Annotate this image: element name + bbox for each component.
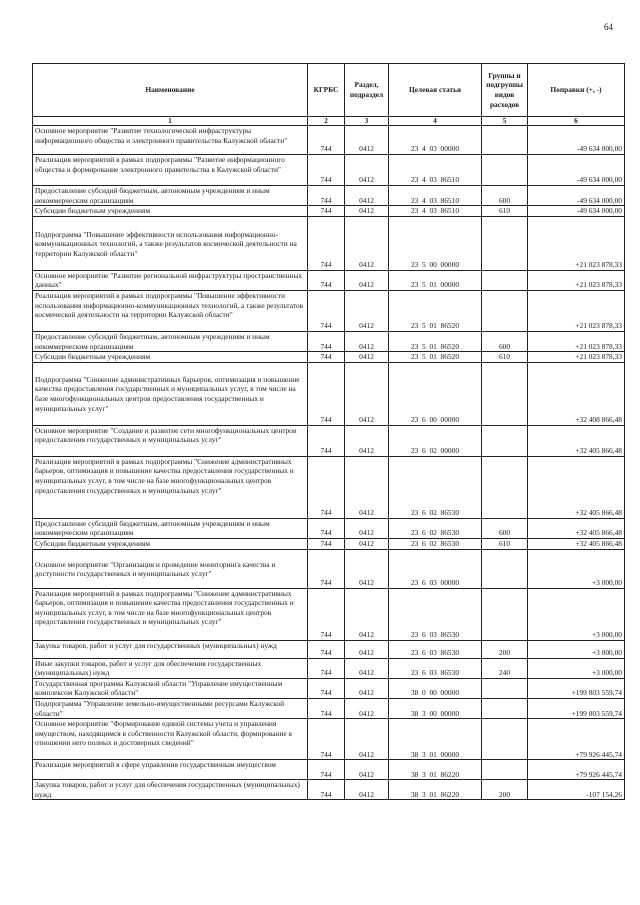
table-row bbox=[33, 549, 625, 588]
row-expense-group bbox=[482, 290, 528, 331]
table-row bbox=[33, 331, 625, 351]
row-amendment-amount: +32 405 866,48 bbox=[528, 518, 625, 538]
row-section: 0412 bbox=[345, 780, 389, 800]
row-target-code: 38 3 01 86220 bbox=[389, 780, 482, 800]
header-group: Группы и подгруппы видов расходов bbox=[482, 64, 528, 117]
row-kgrbs: 744 bbox=[308, 658, 345, 678]
row-kgrbs: 744 bbox=[308, 698, 345, 718]
row-target-code: 23 4 03 86510 bbox=[389, 186, 482, 206]
table-row bbox=[33, 362, 625, 425]
table-row bbox=[33, 186, 625, 206]
row-section: 0412 bbox=[345, 155, 389, 186]
row-target-code: 23 6 02 86530 bbox=[389, 518, 482, 538]
row-expense-group: 610 bbox=[482, 352, 528, 363]
row-expense-group: 200 bbox=[482, 780, 528, 800]
row-amendment-amount: +3 000,00 bbox=[528, 588, 625, 640]
row-target-code: 23 6 03 86530 bbox=[389, 588, 482, 640]
row-section: 0412 bbox=[345, 290, 389, 331]
table-row bbox=[33, 216, 625, 270]
row-target-code: 23 6 02 86530 bbox=[389, 538, 482, 549]
row-expense-group: 200 bbox=[482, 640, 528, 658]
row-kgrbs: 744 bbox=[308, 352, 345, 363]
col-number: 3 bbox=[345, 117, 389, 126]
row-amendment-amount: +21 023 878,33 bbox=[528, 290, 625, 331]
row-name: Предоставление субсидий бюджетным, автономным учреждениям и иным некоммерческим организациям bbox=[33, 331, 308, 351]
row-name: Реализация мероприятий в рамках подпрограммы "Снижение административных барьеров, оптимизация и повышение качества предоставления государственных и муниципальных услуг, в том числе на базе многофункциональных центров предоставления государственных и муниципальных услуг" bbox=[33, 588, 308, 640]
row-name: Реализация мероприятий в рамках подпрограммы "Повышение эффективности использования информационно-коммуникационных технологий, а также результатов космической деятельности на территории Калужской области" bbox=[33, 290, 308, 331]
row-expense-group bbox=[482, 425, 528, 456]
table-row bbox=[33, 698, 625, 718]
row-target-code: 23 5 01 86520 bbox=[389, 331, 482, 351]
table-row bbox=[33, 719, 625, 760]
row-name: Основное мероприятие "Создание и развитие сети многофункциональных центров предоставления государственных и муниципальных услуг" bbox=[33, 425, 308, 456]
row-name: Предоставление субсидий бюджетным, автономным учреждениям и иным некоммерческим организациям bbox=[33, 186, 308, 206]
table-row bbox=[33, 588, 625, 640]
row-kgrbs: 744 bbox=[308, 126, 345, 155]
row-expense-group: 600 bbox=[482, 186, 528, 206]
row-expense-group: 610 bbox=[482, 206, 528, 217]
row-kgrbs: 744 bbox=[308, 780, 345, 800]
row-kgrbs: 744 bbox=[308, 362, 345, 425]
row-name: Закупка товаров, работ и услуг для обеспечения государственных (муниципальных) нужд bbox=[33, 780, 308, 800]
table-row bbox=[33, 425, 625, 456]
row-amendment-amount: +32 405 866,48 bbox=[528, 425, 625, 456]
row-section: 0412 bbox=[345, 126, 389, 155]
row-name: Реализация мероприятий в рамках подпрограммы "Снижение административных барьеров, оптимизация и повышение качества предоставления государственных и муниципальных услуг, в том числе на базе многофункциональных центров предоставления государственных и муниципальных услуг" bbox=[33, 456, 308, 518]
table-body bbox=[33, 126, 625, 800]
table-row bbox=[33, 640, 625, 658]
row-expense-group: 600 bbox=[482, 331, 528, 351]
row-amendment-amount: +21 023 878,33 bbox=[528, 270, 625, 290]
row-amendment-amount: -49 634 000,00 bbox=[528, 186, 625, 206]
row-expense-group bbox=[482, 362, 528, 425]
row-target-code: 23 6 02 86530 bbox=[389, 456, 482, 518]
table-row bbox=[33, 270, 625, 290]
table-row bbox=[33, 780, 625, 800]
row-amendment-amount: +199 803 559,74 bbox=[528, 698, 625, 718]
column-number-row bbox=[33, 117, 625, 126]
table-row bbox=[33, 678, 625, 698]
col-number: 2 bbox=[308, 117, 345, 126]
row-target-code: 23 6 02 00000 bbox=[389, 425, 482, 456]
row-target-code: 23 5 01 86520 bbox=[389, 352, 482, 363]
row-expense-group bbox=[482, 719, 528, 760]
table-header-row bbox=[33, 64, 625, 117]
row-expense-group bbox=[482, 270, 528, 290]
row-kgrbs: 744 bbox=[308, 155, 345, 186]
row-section: 0412 bbox=[345, 331, 389, 351]
row-name: Субсидии бюджетным учреждениям bbox=[33, 206, 308, 217]
budget-amendments-table bbox=[32, 63, 625, 800]
row-kgrbs: 744 bbox=[308, 186, 345, 206]
table-row bbox=[33, 155, 625, 186]
row-amendment-amount: +3 000,00 bbox=[528, 549, 625, 588]
row-kgrbs: 744 bbox=[308, 719, 345, 760]
row-amendment-amount: +21 023 878,33 bbox=[528, 331, 625, 351]
row-target-code: 23 5 00 00000 bbox=[389, 216, 482, 270]
row-amendment-amount: +79 926 445,74 bbox=[528, 719, 625, 760]
row-amendment-amount: +32 405 866,48 bbox=[528, 456, 625, 518]
row-kgrbs: 744 bbox=[308, 678, 345, 698]
row-section: 0412 bbox=[345, 658, 389, 678]
row-name: Реализация мероприятий в рамках подпрограммы "Развитие информационного общества и формирование электронного правительства в Калужской области" bbox=[33, 155, 308, 186]
row-expense-group bbox=[482, 126, 528, 155]
page-number: 64 bbox=[604, 22, 613, 32]
row-amendment-amount: +79 926 445,74 bbox=[528, 760, 625, 780]
row-section: 0412 bbox=[345, 538, 389, 549]
table-row bbox=[33, 456, 625, 518]
row-section: 0412 bbox=[345, 362, 389, 425]
row-target-code: 23 6 00 00000 bbox=[389, 362, 482, 425]
row-kgrbs: 744 bbox=[308, 588, 345, 640]
row-name: Субсидии бюджетным учреждениям bbox=[33, 352, 308, 363]
col-number: 1 bbox=[33, 117, 308, 126]
header-amend: Поправки (+, -) bbox=[528, 64, 625, 117]
row-section: 0412 bbox=[345, 640, 389, 658]
row-amendment-amount: -49 634 000,00 bbox=[528, 206, 625, 217]
row-name: Подпрограмма "Повышение эффективности использования информационно-коммуникационных технологий, а также результатов космической деятельности на территории Калужской области" bbox=[33, 216, 308, 270]
row-target-code: 23 4 03 00000 bbox=[389, 126, 482, 155]
row-expense-group bbox=[482, 216, 528, 270]
row-kgrbs: 744 bbox=[308, 206, 345, 217]
row-name: Реализация мероприятий в сфере управления государственным имуществом bbox=[33, 760, 308, 780]
row-amendment-amount: +3 000,00 bbox=[528, 640, 625, 658]
row-target-code: 23 4 03 86510 bbox=[389, 206, 482, 217]
row-target-code: 23 4 03 86510 bbox=[389, 155, 482, 186]
row-expense-group bbox=[482, 588, 528, 640]
row-name: Основное мероприятие "Организация и проведение мониторинга качества и доступности государственных и муниципальных услуг" bbox=[33, 549, 308, 588]
header-kgrbs: КГРБС bbox=[308, 64, 345, 117]
row-amendment-amount: +21 023 878,33 bbox=[528, 352, 625, 363]
col-number: 5 bbox=[482, 117, 528, 126]
row-name: Субсидии бюджетным учреждениям bbox=[33, 538, 308, 549]
row-section: 0412 bbox=[345, 678, 389, 698]
row-kgrbs: 744 bbox=[308, 216, 345, 270]
table-row bbox=[33, 518, 625, 538]
row-expense-group: 610 bbox=[482, 538, 528, 549]
table-row bbox=[33, 658, 625, 678]
row-kgrbs: 744 bbox=[308, 549, 345, 588]
row-name: Основное мероприятие "Развитие региональной инфраструктуры пространственных данных" bbox=[33, 270, 308, 290]
row-kgrbs: 744 bbox=[308, 456, 345, 518]
header-target: Целевая статья bbox=[389, 64, 482, 117]
row-kgrbs: 744 bbox=[308, 518, 345, 538]
row-expense-group bbox=[482, 549, 528, 588]
row-section: 0412 bbox=[345, 270, 389, 290]
row-expense-group bbox=[482, 456, 528, 518]
row-amendment-amount: +32 408 866,48 bbox=[528, 362, 625, 425]
row-target-code: 38 3 01 00000 bbox=[389, 719, 482, 760]
row-target-code: 23 6 03 86530 bbox=[389, 640, 482, 658]
row-kgrbs: 744 bbox=[308, 290, 345, 331]
row-expense-group bbox=[482, 760, 528, 780]
row-section: 0412 bbox=[345, 456, 389, 518]
table-row bbox=[33, 352, 625, 363]
row-section: 0412 bbox=[345, 588, 389, 640]
row-name: Государственная программа Калужской области "Управление имущественным комплексом Калужской области" bbox=[33, 678, 308, 698]
row-kgrbs: 744 bbox=[308, 331, 345, 351]
row-target-code: 23 6 03 86530 bbox=[389, 658, 482, 678]
row-kgrbs: 744 bbox=[308, 760, 345, 780]
row-section: 0412 bbox=[345, 518, 389, 538]
row-section: 0412 bbox=[345, 719, 389, 760]
row-expense-group bbox=[482, 698, 528, 718]
row-amendment-amount: +21 023 878,33 bbox=[528, 216, 625, 270]
row-amendment-amount: -107 154,26 bbox=[528, 780, 625, 800]
row-target-code: 38 3 00 00000 bbox=[389, 698, 482, 718]
row-target-code: 38 3 01 86220 bbox=[389, 760, 482, 780]
row-kgrbs: 744 bbox=[308, 270, 345, 290]
row-amendment-amount: +32 405 866,48 bbox=[528, 538, 625, 549]
table-row bbox=[33, 126, 625, 155]
row-section: 0412 bbox=[345, 216, 389, 270]
row-expense-group bbox=[482, 678, 528, 698]
row-name: Иные закупки товаров, работ и услуг для обеспечения государственных (муниципальных) нужд bbox=[33, 658, 308, 678]
row-target-code: 23 5 01 00000 bbox=[389, 270, 482, 290]
row-expense-group bbox=[482, 155, 528, 186]
row-expense-group: 240 bbox=[482, 658, 528, 678]
row-section: 0412 bbox=[345, 186, 389, 206]
row-name: Основное мероприятие "Развитие технологической инфраструктуры информационного общества и электронного правительства Калужской области" bbox=[33, 126, 308, 155]
row-amendment-amount: +3 000,00 bbox=[528, 658, 625, 678]
row-target-code: 38 0 00 00000 bbox=[389, 678, 482, 698]
col-number: 6 bbox=[528, 117, 625, 126]
row-amendment-amount: -49 634 000,00 bbox=[528, 126, 625, 155]
row-amendment-amount: -49 634 000,00 bbox=[528, 155, 625, 186]
row-section: 0412 bbox=[345, 425, 389, 456]
row-name: Подпрограмма "Управление земельно-имущественными ресурсами Калужской области" bbox=[33, 698, 308, 718]
row-section: 0412 bbox=[345, 549, 389, 588]
row-kgrbs: 744 bbox=[308, 538, 345, 549]
col-number: 4 bbox=[389, 117, 482, 126]
table-row bbox=[33, 206, 625, 217]
row-section: 0412 bbox=[345, 698, 389, 718]
table-row bbox=[33, 290, 625, 331]
row-kgrbs: 744 bbox=[308, 425, 345, 456]
row-name: Основное мероприятие "Формирование единой системы учета и управления имуществом, находящимся в собственности Калужской области, формирование в отношении него полных и достоверных сведений" bbox=[33, 719, 308, 760]
header-name: Наименование bbox=[33, 64, 308, 117]
row-name: Закупка товаров, работ и услуг для государственных (муниципальных) нужд bbox=[33, 640, 308, 658]
row-target-code: 23 5 01 86520 bbox=[389, 290, 482, 331]
row-name: Подпрограмма "Снижение административных барьеров, оптимизация и повышение качества предоставления государственных и муниципальных услуг, в том числе на базе многофункциональных центров предоставления государственных и муниципальных услуг" bbox=[33, 362, 308, 425]
row-target-code: 23 6 03 00000 bbox=[389, 549, 482, 588]
table-row bbox=[33, 760, 625, 780]
row-kgrbs: 744 bbox=[308, 640, 345, 658]
row-amendment-amount: +199 803 559,74 bbox=[528, 678, 625, 698]
row-section: 0412 bbox=[345, 352, 389, 363]
header-section: Раздел, подраздел bbox=[345, 64, 389, 117]
row-expense-group: 600 bbox=[482, 518, 528, 538]
row-section: 0412 bbox=[345, 760, 389, 780]
table-row bbox=[33, 538, 625, 549]
row-name: Предоставление субсидий бюджетным, автономным учреждениям и иным некоммерческим организациям bbox=[33, 518, 308, 538]
row-section: 0412 bbox=[345, 206, 389, 217]
